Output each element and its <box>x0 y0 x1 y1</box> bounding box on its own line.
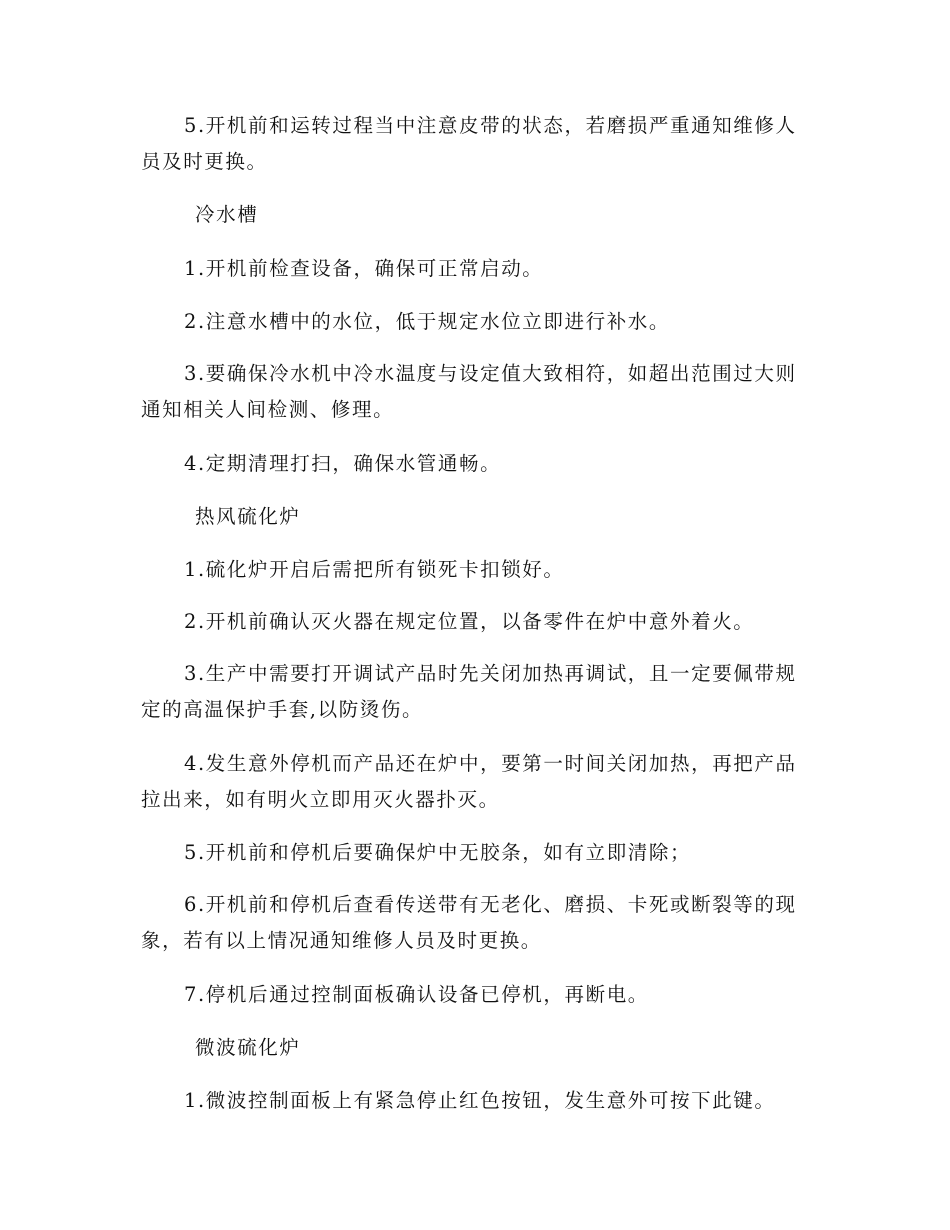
section-heading-microwave-oven: 微波硫化炉 <box>195 1036 301 1059</box>
paragraph-cold-2: 2.注意水槽中的水位，低于规定水位立即进行补水。 <box>184 310 671 333</box>
paragraph-hot-3: 3.生产中需要打开调试产品时先关闭加热再调试，且一定要佩带规定的高温保护手套,以防烫伤。 <box>141 662 797 721</box>
paragraph-hot-4: 4.发生意外停机而产品还在炉中，要第一时间关闭加热，再把产品拉出来，如有明火立即用灭火器扑灭。 <box>141 752 797 811</box>
paragraph-hot-2: 2.开机前确认灭火器在规定位置，以备零件在炉中意外着火。 <box>184 610 755 633</box>
paragraph-hot-1: 1.硫化炉开启后需把所有锁死卡扣锁好。 <box>184 558 565 581</box>
paragraph-hot-5: 5.开机前和停机后要确保炉中无胶条，如有立即清除； <box>184 841 692 864</box>
paragraph-cold-4: 4.定期清理打扫，确保水管通畅。 <box>184 452 502 475</box>
section-heading-hot-air-oven: 热风硫化炉 <box>195 505 301 528</box>
section-heading-cold-water-tank: 冷水槽 <box>195 203 259 226</box>
paragraph-micro-1: 1.微波控制面板上有紧急停止红色按钮，发生意外可按下此键。 <box>184 1089 776 1112</box>
paragraph-belt-check: 5.开机前和运转过程当中注意皮带的状态，若磨损严重通知维修人员及时更换。 <box>141 114 797 173</box>
paragraph-cold-1: 1.开机前检查设备，确保可正常启动。 <box>184 257 544 280</box>
paragraph-cold-3: 3.要确保冷水机中冷水温度与设定值大致相符，如超出范围过大则通知相关人间检测、修理。 <box>141 362 797 421</box>
paragraph-hot-6: 6.开机前和停机后查看传送带有无老化、磨损、卡死或断裂等的现象，若有以上情况通知维修人员及时更换。 <box>141 893 797 952</box>
paragraph-hot-7: 7.停机后通过控制面板确认设备已停机，再断电。 <box>184 983 649 1006</box>
